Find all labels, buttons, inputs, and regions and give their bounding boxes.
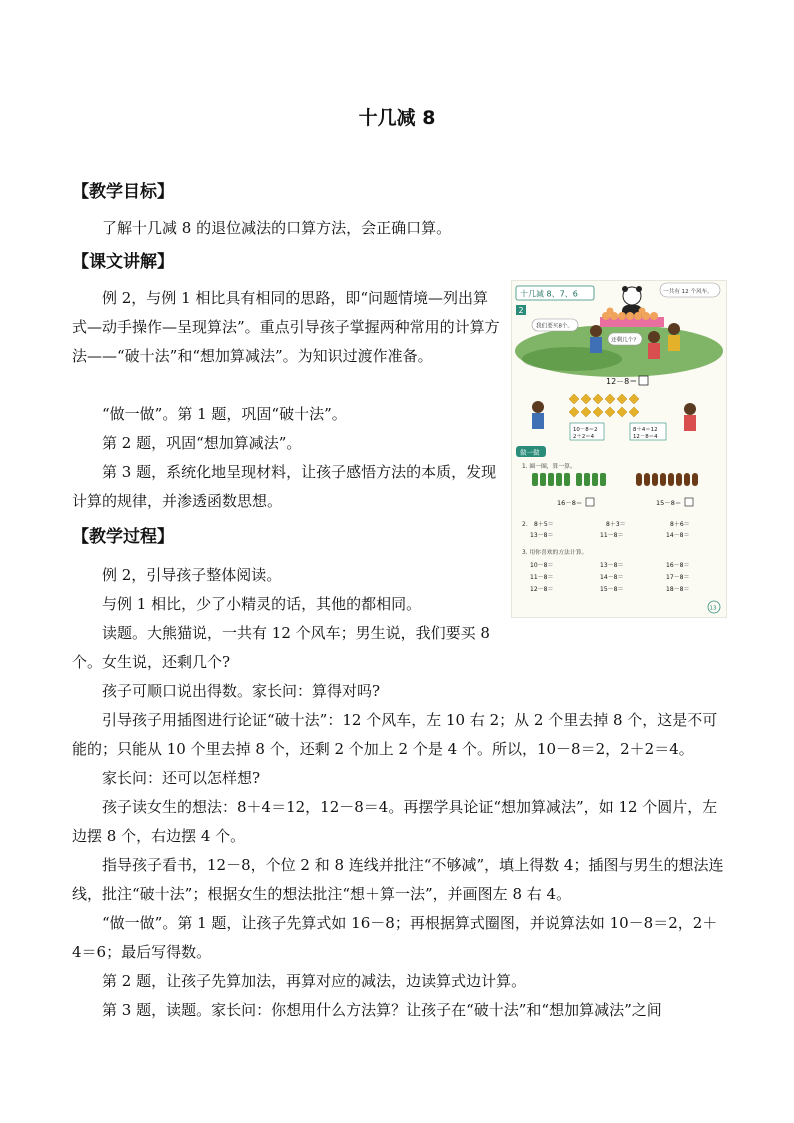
explain-paragraph-2: “做一做”。第 1 题，巩固“破十法”。 — [102, 405, 347, 423]
textbook-figure — [511, 280, 727, 618]
process-paragraph-3: 读题。大熊猫说，一共有 12 个风车；男生说，我们要买 8 个。女生说，还剩几个? — [72, 624, 490, 671]
section-heading-explain: 【课文讲解】 — [72, 252, 174, 272]
goals-text: 了解十几减 8 的退位减法的口算方法，会正确口算。 — [102, 219, 452, 237]
girl-bubble-text: 还剩几个? — [611, 337, 637, 344]
boy-body — [590, 337, 602, 353]
q3-cell: 13－8＝ — [600, 562, 624, 569]
pinwheel-grid — [569, 394, 639, 417]
q2-cell: 8＋6＝ — [670, 521, 690, 528]
q3-cell: 15－8＝ — [600, 586, 624, 593]
q3-prompt: 3. 用你喜欢的方法计算。 — [522, 550, 588, 556]
q1-box-right — [685, 498, 693, 506]
process-paragraph-10: 第 2 题，让孩子先算加法，再算对应的减法，边读算式边计算。 — [102, 972, 527, 990]
practice-title: 做一做 — [520, 448, 540, 457]
boy2-head — [532, 401, 544, 413]
q2-cell: 13－8＝ — [530, 532, 554, 539]
q2-cell: 11－8＝ — [600, 532, 624, 539]
girl-head — [648, 331, 660, 343]
q1-right-items — [636, 473, 698, 486]
boy-think-1: 10－8＝2 — [573, 427, 598, 433]
q3-cell: 12－8＝ — [530, 586, 554, 593]
q1-eq-left: 16－8＝ — [557, 499, 583, 507]
process-paragraph-8: 指导孩子看书，12－8，个位 2 和 8 连线并批注“不够减”，填上得数 4；插图与男生的想法连线，批注“破十法”；根据女生的想法批注“想＋算一法”，并画图左 8 右 4。 — [72, 856, 724, 903]
explain-paragraph-3: 第 2 题，巩固“想加算减法”。 — [102, 434, 302, 452]
q3-cell: 14－8＝ — [600, 574, 624, 581]
section-heading-process: 【教学过程】 — [72, 527, 174, 547]
page-title: 十几减 8 — [358, 107, 436, 129]
explain-paragraph-1: 例 2，与例 1 相比具有相同的思路，即“问题情境—列出算式—动手操作—呈现算法”。重点引导孩子掌握两种常用的计算方法——“破十法”和“想加算减法”。为知识过渡作准备。 — [72, 289, 500, 365]
figure-header: 十几减 8、7、6 — [520, 289, 578, 299]
process-paragraph-9: “做一做”。第 1 题，让孩子先算式如 16－8；再根据算式圈图，并说算法如 10－8＝2，2＋4＝6；最后写得数。 — [72, 914, 718, 961]
process-paragraph-6: 家长问：还可以怎样想? — [102, 769, 261, 787]
process-paragraph-4: 孩子可顺口说出得数。家长问：算得对吗? — [102, 682, 381, 700]
process-paragraph-7: 孩子读女生的想法：8＋4＝12，12－8＝4。再摆学具论证“想加算减法”，如 12 个圆片，左边摆 8 个，右边摆 4 个。 — [72, 798, 718, 845]
girl-body — [648, 343, 660, 359]
q2-cell: 8＋5＝ — [534, 521, 554, 528]
panda-bubble-text: 一共有 12 个风车。 — [663, 289, 713, 295]
girl2-body — [684, 415, 696, 431]
boy-head — [590, 325, 602, 337]
q3-cell: 16－8＝ — [666, 562, 690, 569]
q1-left-items — [532, 473, 606, 486]
child-body — [668, 335, 680, 351]
boy2-body — [532, 413, 544, 429]
q2-cell: 14－8＝ — [666, 532, 690, 539]
answer-box — [639, 376, 648, 385]
q2-cell: 8＋3＝ — [606, 521, 626, 528]
q3-cell: 18－8＝ — [666, 586, 690, 593]
child-head — [668, 323, 680, 335]
q3-cell: 17－8＝ — [666, 574, 690, 581]
girl2-head — [684, 403, 696, 415]
process-paragraph-2: 与例 1 相比，少了小精灵的话，其他的都相同。 — [102, 595, 422, 613]
q1-prompt: 1. 圈一圈，算一算。 — [522, 464, 576, 470]
explain-paragraph-4: 第 3 题，系统化地呈现材料，让孩子感悟方法的本质，发现计算的规律，并渗透函数思想。 — [72, 463, 497, 510]
process-paragraph-11: 第 3 题，读题。家长问：你想用什么方法算？让孩子在“破十法”和“想加算减法”之间 — [102, 1001, 662, 1019]
process-paragraph-5: 引导孩子用插图进行论证“破十法”：12 个风车，左 10 右 2；从 2 个里去掉 8 个，这是不可能的；只能从 10 个里去掉 8 个，还剩 2 个加上 2 个是 4 个。所以，10－8＝2，2＋2＝4。 — [72, 711, 718, 758]
example-equation: 12－8＝ — [606, 377, 638, 386]
boy-bubble-text: 我们要买8个。 — [536, 323, 574, 330]
q3-cell: 10－8＝ — [530, 562, 554, 569]
section-heading-goals: 【教学目标】 — [72, 182, 174, 202]
q3-cell: 11－8＝ — [530, 574, 554, 581]
q1-eq-right: 15－8＝ — [656, 499, 682, 507]
page-number: 13 — [709, 605, 717, 612]
example-number: 2 — [518, 306, 524, 315]
process-paragraph-1: 例 2，引导孩子整体阅读。 — [102, 566, 282, 584]
q1-box-left — [586, 498, 594, 506]
girl-think-2: 12－8＝4 — [633, 434, 658, 440]
q2-label: 2. — [522, 521, 528, 528]
girl-think-1: 8＋4＝12 — [633, 427, 658, 433]
grass-shadow — [522, 347, 622, 371]
boy-think-2: 2＋2＝4 — [573, 434, 595, 440]
